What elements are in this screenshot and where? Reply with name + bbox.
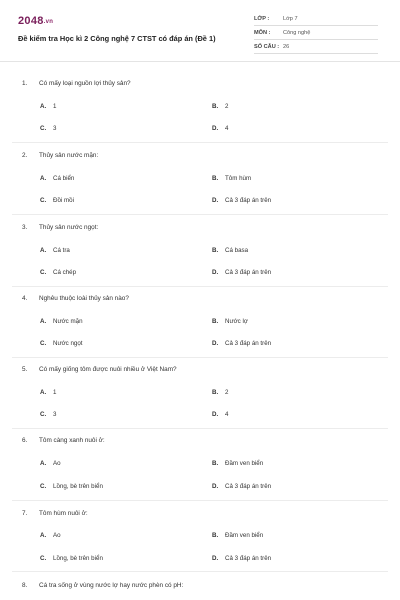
meta-subject-value: Công nghệ	[283, 30, 311, 36]
option-letter: A.	[40, 318, 47, 325]
meta-subject	[254, 27, 378, 40]
option-letter: B.	[212, 460, 219, 467]
question-label: Tôm càng xanh nuôi ở:	[39, 437, 105, 444]
divider	[12, 571, 388, 572]
option-text: 2	[225, 389, 229, 396]
option-d[interactable]	[212, 555, 271, 562]
option-text: Đầm ven biển	[225, 532, 264, 539]
option-b[interactable]	[212, 103, 228, 110]
question-number: 3.	[22, 224, 28, 231]
question-label: Có mấy loại nguồn lợi thủy sản?	[39, 80, 131, 87]
option-text: Cả 3 đáp án trên	[225, 197, 272, 204]
exam-title: Đề kiểm tra Học kì 2 Công nghệ 7 CTST có đáp án (Đề 1)	[18, 34, 216, 43]
option-text: Lồng, bè trên biển	[53, 483, 103, 490]
option-d[interactable]	[212, 340, 271, 347]
option-text: Cá chép	[53, 269, 77, 276]
question-number: 5.	[22, 366, 28, 373]
option-letter: C.	[40, 483, 47, 490]
option-letter: D.	[212, 411, 219, 418]
option-letter: B.	[212, 175, 219, 182]
option-letter: A.	[40, 175, 47, 182]
option-text: 2	[225, 103, 229, 110]
page-header	[0, 0, 400, 62]
option-letter: A.	[40, 460, 47, 467]
option-text: Đồi mồi	[53, 197, 74, 204]
option-letter: A.	[40, 389, 47, 396]
option-a[interactable]	[40, 389, 56, 396]
option-c[interactable]	[40, 269, 76, 276]
question-text	[22, 582, 183, 589]
option-text: Nước mặn	[53, 318, 83, 325]
question-text	[22, 295, 129, 302]
option-a[interactable]	[40, 532, 61, 539]
question-label: Nghêu thuộc loài thủy sản nào?	[39, 295, 129, 302]
question-number: 4.	[22, 295, 28, 302]
option-letter: B.	[212, 247, 219, 254]
option-text: 4	[225, 125, 229, 132]
question-number: 8.	[22, 582, 28, 589]
option-letter: B.	[212, 318, 219, 325]
option-text: 1	[53, 389, 57, 396]
option-c[interactable]	[40, 340, 83, 347]
option-letter: D.	[212, 269, 219, 276]
option-a[interactable]	[40, 103, 56, 110]
question-text	[22, 224, 98, 231]
question-text	[22, 152, 98, 159]
option-letter: B.	[212, 103, 219, 110]
option-text: Cá tra	[53, 247, 70, 254]
option-text: Tôm hùm	[225, 175, 252, 182]
option-text: 3	[53, 411, 57, 418]
meta-count	[254, 41, 378, 54]
option-b[interactable]	[212, 247, 248, 254]
logo-main: 2048	[18, 15, 44, 27]
option-letter: C.	[40, 411, 47, 418]
option-text: 3	[53, 125, 57, 132]
option-c[interactable]	[40, 483, 103, 490]
question-label: Có mấy giống tôm được nuôi nhiều ở Việt Nam?	[39, 366, 177, 373]
divider	[12, 142, 388, 143]
divider	[12, 286, 388, 287]
option-letter: D.	[212, 483, 219, 490]
option-letter: C.	[40, 340, 47, 347]
option-text: Cá basa	[225, 247, 249, 254]
option-d[interactable]	[212, 269, 271, 276]
option-text: 4	[225, 411, 229, 418]
meta-count-key: SỐ CÂU :	[254, 44, 280, 50]
question-number: 1.	[22, 80, 28, 87]
option-text: Đầm ven biển	[225, 460, 264, 467]
option-text: Cá biển	[53, 175, 75, 182]
option-b[interactable]	[212, 175, 251, 182]
question-text	[22, 437, 105, 444]
option-text: Cả 3 đáp án trên	[225, 555, 272, 562]
meta-subject-key: MÔN :	[254, 30, 271, 36]
divider	[12, 428, 388, 429]
question-text	[22, 366, 177, 373]
option-a[interactable]	[40, 460, 61, 467]
option-text: Cả 3 đáp án trên	[225, 269, 272, 276]
option-text: Nước ngọt	[53, 340, 83, 347]
meta-count-value: 26	[283, 44, 290, 50]
meta-grade-value: Lớp 7	[283, 16, 298, 22]
option-letter: B.	[212, 389, 219, 396]
option-d[interactable]	[212, 411, 228, 418]
option-letter: B.	[212, 532, 219, 539]
option-letter: C.	[40, 555, 47, 562]
question-text	[22, 510, 88, 517]
question-number: 7.	[22, 510, 28, 517]
option-a[interactable]	[40, 247, 70, 254]
option-letter: C.	[40, 125, 47, 132]
question-number: 6.	[22, 437, 28, 444]
meta-grade-key: LỚP :	[254, 16, 270, 22]
option-text: Ao	[53, 532, 61, 539]
option-d[interactable]	[212, 197, 271, 204]
question-label: Thủy sản nước ngọt:	[39, 224, 99, 231]
option-text: 1	[53, 103, 57, 110]
question-number: 2.	[22, 152, 28, 159]
option-c[interactable]	[40, 197, 74, 204]
option-b[interactable]	[212, 460, 263, 467]
option-letter: D.	[212, 125, 219, 132]
option-d[interactable]	[212, 125, 228, 132]
question-label: Cá tra sống ở vùng nước lợ hay nước phèn có pH:	[39, 582, 184, 589]
option-letter: A.	[40, 103, 47, 110]
question-text	[22, 80, 131, 87]
option-letter: C.	[40, 269, 47, 276]
divider	[12, 357, 388, 358]
option-c[interactable]	[40, 411, 56, 418]
logo-sub: .vn	[43, 19, 54, 25]
option-text: Nước lợ	[225, 318, 248, 325]
option-c[interactable]	[40, 555, 103, 562]
question-label: Tôm hùm nuôi ở:	[39, 510, 88, 517]
option-letter: D.	[212, 340, 219, 347]
option-text: Cả 3 đáp án trên	[225, 340, 272, 347]
option-a[interactable]	[40, 175, 74, 182]
meta-grade	[254, 13, 378, 26]
divider	[12, 500, 388, 501]
option-b[interactable]	[212, 532, 263, 539]
option-text: Cả 3 đáp án trên	[225, 483, 272, 490]
option-text: Lồng, bè trên biển	[53, 555, 103, 562]
option-d[interactable]	[212, 483, 271, 490]
option-letter: D.	[212, 555, 219, 562]
option-letter: D.	[212, 197, 219, 204]
option-b[interactable]	[212, 389, 228, 396]
option-letter: C.	[40, 197, 47, 204]
site-logo[interactable]	[18, 15, 53, 27]
question-label: Thủy sản nước mặn:	[39, 152, 99, 159]
option-letter: A.	[40, 247, 47, 254]
option-b[interactable]	[212, 318, 248, 325]
option-c[interactable]	[40, 125, 56, 132]
option-text: Ao	[53, 460, 61, 467]
option-letter: A.	[40, 532, 47, 539]
option-a[interactable]	[40, 318, 83, 325]
divider	[12, 214, 388, 215]
